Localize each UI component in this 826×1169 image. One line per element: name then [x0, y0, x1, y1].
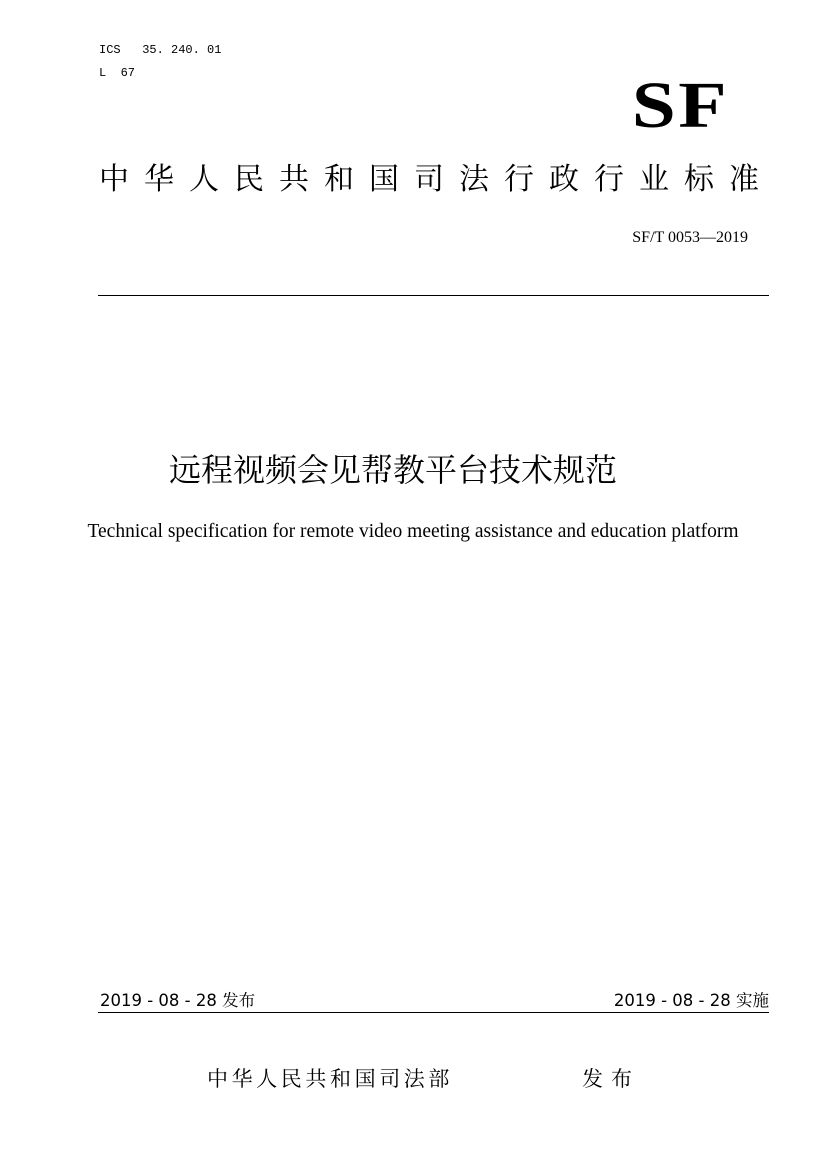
category-char: 人	[189, 162, 219, 197]
implement-date: 2019 - 08 - 28 实施	[613, 991, 769, 1010]
title-chinese	[0, 448, 826, 492]
sf-logo: SF	[631, 69, 729, 142]
ics-code: ICS 35. 240. 01	[99, 43, 222, 57]
standard-number: SF/T 0053—2019	[632, 229, 748, 246]
category-char: 标	[684, 162, 714, 197]
category-char: 行	[594, 162, 624, 197]
category-char: 和	[324, 162, 354, 197]
top-divider	[98, 295, 769, 296]
category-char: 行	[504, 162, 534, 197]
issue-label: 发布	[582, 1067, 640, 1091]
bottom-divider	[98, 1012, 769, 1013]
category-char: 法	[459, 162, 489, 197]
standard-category	[99, 160, 759, 200]
classification-code: L 67	[99, 66, 136, 80]
issuing-authority: 中华人民共和国司法部	[207, 1067, 453, 1091]
category-char: 共	[279, 162, 309, 197]
category-char: 司	[414, 162, 444, 197]
category-char: 中	[99, 162, 129, 197]
category-char: 政	[549, 162, 579, 197]
title-chinese-text: 远程视频会见帮教平台技术规范	[168, 451, 617, 489]
title-english: Technical specification for remote video meeting assistance and education platform	[87, 521, 739, 542]
category-char: 业	[639, 162, 669, 197]
category-char: 华	[144, 162, 174, 197]
category-char: 国	[369, 162, 399, 197]
category-char: 准	[729, 162, 759, 197]
publish-date: 2019 - 08 - 28 发布	[100, 991, 256, 1010]
category-char: 民	[234, 162, 264, 197]
